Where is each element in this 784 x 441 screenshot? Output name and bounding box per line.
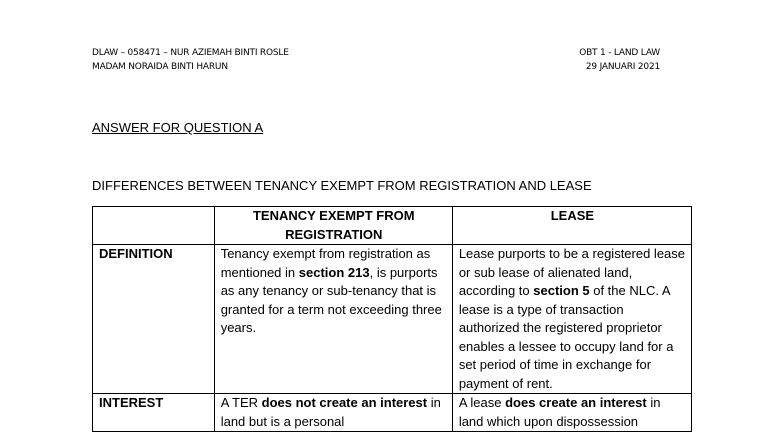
cell-text: Lease purports to be a registered lease or sub lease of alienated land, according to: [458, 246, 686, 298]
row-label-definition: DEFINITION: [93, 245, 215, 394]
answer-heading: ANSWER FOR QUESTION A: [92, 120, 264, 135]
table-row: [93, 245, 692, 394]
row-label-interest: INTEREST: [93, 394, 215, 432]
student-line: DLAW – 058471 – NUR AZIEMAH BINTI ROSLE: [92, 48, 289, 58]
cell-text: A TER: [220, 395, 262, 410]
cell-text: in land which upon dispossession: [458, 395, 661, 429]
cell-text: in land but is a personal: [220, 395, 441, 429]
document-header-right: [579, 46, 660, 74]
cell-text: , is purports as any tenancy or sub-tenancy that is granted for a term not exceeding three years.: [220, 264, 442, 335]
cell-definition-lease: [452, 245, 691, 394]
course-line: OBT 1 - LAND LAW: [579, 48, 660, 58]
cell-text: Tenancy exempt from registration as mentioned in: [220, 246, 431, 280]
column-header-empty: [93, 207, 215, 245]
lecturer-line: MADAM NORAIDA BINTI HARUN: [92, 62, 228, 72]
table-row: [93, 394, 692, 432]
column-header-tenancy: TENANCY EXEMPT FROM REGISTRATION: [214, 207, 452, 245]
comparison-table: [92, 206, 692, 432]
date-line: 29 JANUARI 2021: [585, 62, 660, 72]
table-header-row: [93, 207, 692, 245]
cell-interest-tenancy: [214, 394, 452, 432]
section-title: DIFFERENCES BETWEEN TENANCY EXEMPT FROM REGISTRATION AND LEASE: [92, 178, 592, 193]
cell-definition-tenancy: [214, 245, 452, 394]
cell-text: of the NLC. A lease is a type of transaction authorized the registered proprietor enables a lessee to occupy land for a set period of time in exchange for payment of rent.: [458, 283, 674, 391]
cell-bold-text: section 5: [533, 283, 590, 298]
cell-bold-text: does create an interest: [505, 395, 647, 410]
document-header-left: [92, 46, 289, 74]
cell-text: A lease: [458, 395, 506, 410]
cell-interest-lease: [452, 394, 691, 432]
cell-bold-text: does not create an interest: [261, 395, 428, 410]
cell-bold-text: section 213: [298, 264, 370, 280]
column-header-lease: LEASE: [452, 207, 691, 245]
